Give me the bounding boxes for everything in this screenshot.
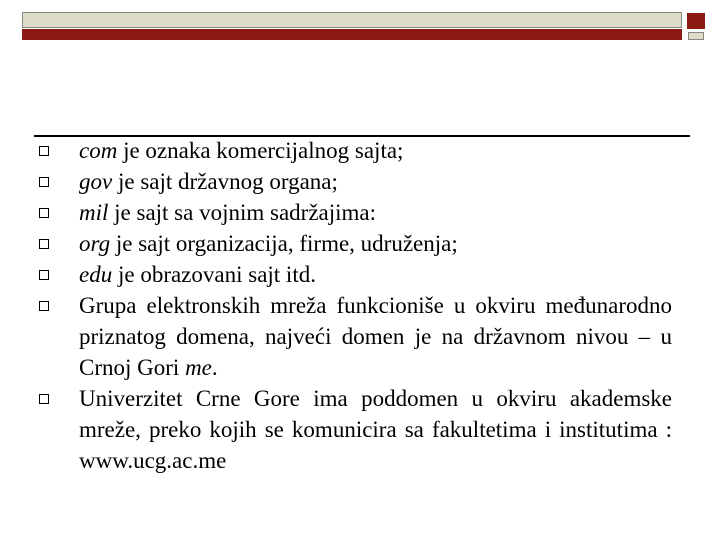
item-text: Grupa elektronskih mreža funkcioniše u okviru međunarodno priznatog domena, najveći domen je na državnom nivou – u Crnoj Gori me.	[79, 293, 672, 380]
domain-term: com	[79, 138, 118, 163]
domain-term: me	[185, 355, 212, 380]
square-bullet-icon	[39, 177, 49, 187]
item-text: org je sajt organizacija, firme, udruženja;	[79, 231, 458, 256]
item-text: gov je sajt državnog organa;	[79, 169, 338, 194]
list-item	[36, 135, 672, 166]
domain-term: edu	[79, 262, 113, 287]
list-item	[36, 228, 672, 259]
title-band	[22, 12, 682, 28]
square-bullet-icon	[39, 146, 49, 156]
item-text: edu je obrazovani sajt itd.	[79, 262, 316, 287]
list-item	[36, 259, 672, 290]
domain-term: org	[79, 231, 111, 256]
domain-term: mil	[79, 200, 109, 225]
square-bullet-icon	[39, 208, 49, 218]
domain-term: gov	[79, 169, 113, 194]
square-bullet-icon	[39, 239, 49, 249]
square-bullet-icon	[39, 301, 49, 311]
list-item	[36, 166, 672, 197]
item-text: Univerzitet Crne Gore ima poddomen u okviru akademske mreže, preko kojih se komunicira sa fakultetima i institutima : www.ucg.ac.me	[79, 386, 672, 473]
list-item	[36, 383, 672, 476]
item-text: mil je sajt sa vojnim sadržajima:	[79, 200, 377, 225]
square-bullet-icon	[39, 394, 49, 404]
corner-square-light	[688, 32, 704, 40]
square-bullet-icon	[39, 270, 49, 280]
corner-square-accent	[686, 12, 706, 30]
bullet-list	[36, 135, 672, 476]
list-item	[36, 197, 672, 228]
list-item	[36, 290, 672, 383]
title-accent-stripe	[22, 29, 682, 40]
item-text: com je oznaka komercijalnog sajta;	[79, 138, 404, 163]
